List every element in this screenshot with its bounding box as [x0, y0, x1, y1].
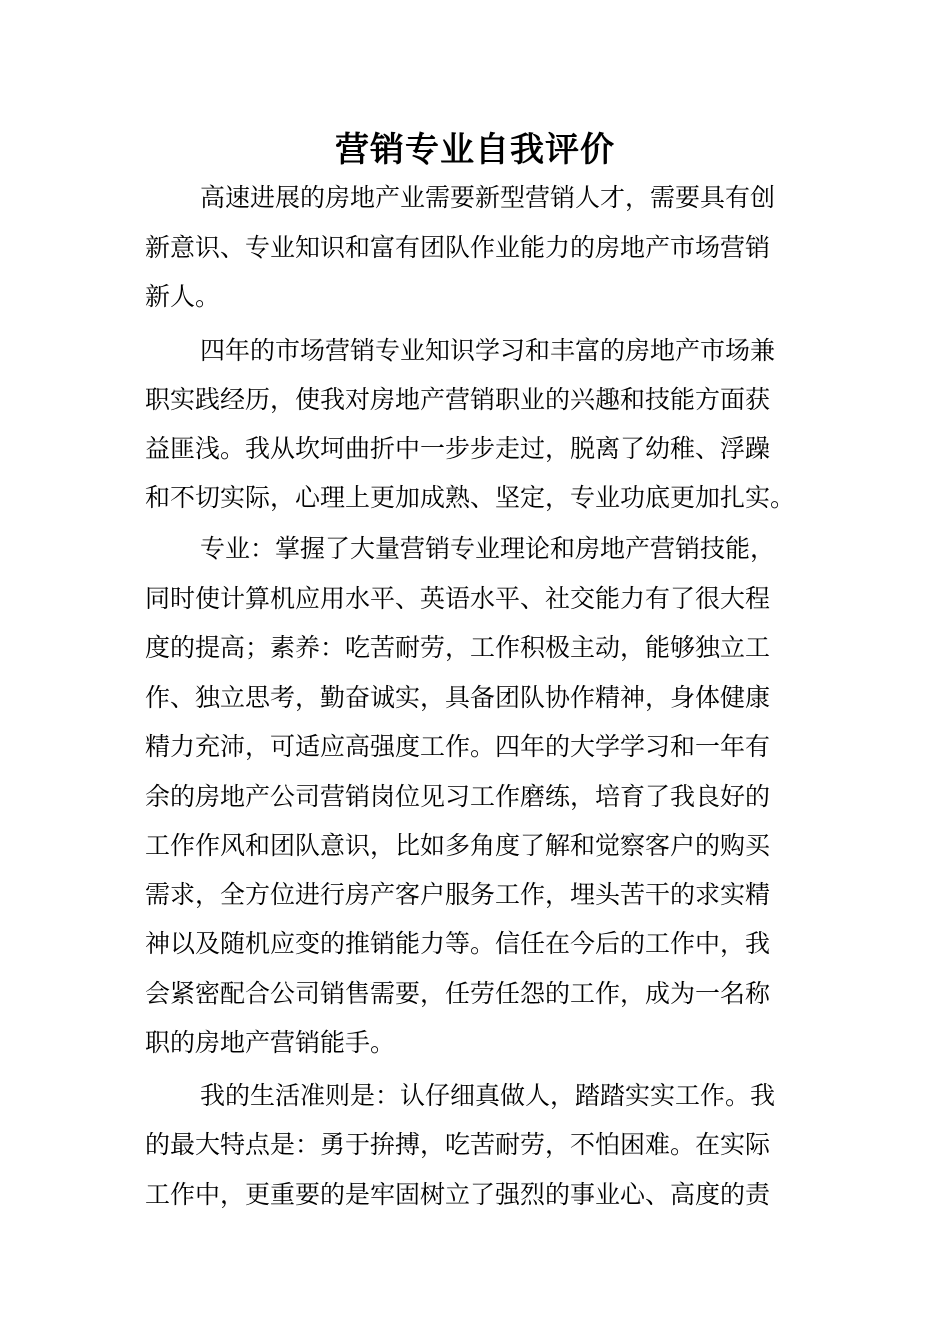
text-line: 会紧密配合公司销售需要，任劳任怨的工作，成为一名称 — [145, 979, 771, 1008]
text-line: 神以及随机应变的推销能力等。信任在今后的工作中，我 — [145, 929, 771, 958]
text-line: 职实践经历，使我对房地产营销职业的兴趣和技能方面获 — [145, 385, 771, 414]
text-line: 高速进展的房地产业需要新型营销人才，需要具有创 — [200, 183, 776, 212]
text-line: 四年的市场营销专业知识学习和丰富的房地产市场兼 — [200, 336, 776, 365]
text-line: 精力充沛，可适应高强度工作。四年的大学学习和一年有 — [145, 732, 771, 761]
document-title: 营销专业自我评价 — [335, 130, 615, 170]
text-line: 和不切实际，心理上更加成熟、坚定，专业功底更加扎实。 — [145, 483, 796, 512]
text-line: 工作作风和团队意识，比如多角度了解和觉察客户的购买 — [145, 831, 771, 860]
text-line: 的最大特点是：勇于拚搏，吃苦耐劳，不怕困难。在实际 — [145, 1130, 771, 1159]
text-line: 同时使计算机应用水平、英语水平、社交能力有了很大程 — [145, 584, 771, 613]
text-line: 益匪浅。我从坎坷曲折中一步步走过，脱离了幼稚、浮躁 — [145, 434, 771, 463]
text-line: 余的房地产公司营销岗位见习工作磨练，培育了我良好的 — [145, 782, 771, 811]
text-line: 专业：掌握了大量营销专业理论和房地产营销技能， — [200, 534, 776, 563]
text-line: 度的提高；素养：吃苦耐劳，工作积极主动，能够独立工 — [145, 633, 771, 662]
text-line: 新人。 — [145, 282, 221, 311]
text-line: 工作中，更重要的是牢固树立了强烈的事业心、高度的责 — [145, 1180, 771, 1209]
text-line: 作、独立思考，勤奋诚实，具备团队协作精神，身体健康 — [145, 683, 771, 712]
text-line: 需求，全方位进行房产客户服务工作，埋头苦干的求实精 — [145, 880, 771, 909]
text-line: 职的房地产营销能手。 — [145, 1028, 396, 1057]
text-line: 新意识、专业知识和富有团队作业能力的房地产市场营销 — [145, 233, 771, 262]
text-line: 我的生活准则是：认仔细真做人，踏踏实实工作。我 — [200, 1081, 776, 1110]
